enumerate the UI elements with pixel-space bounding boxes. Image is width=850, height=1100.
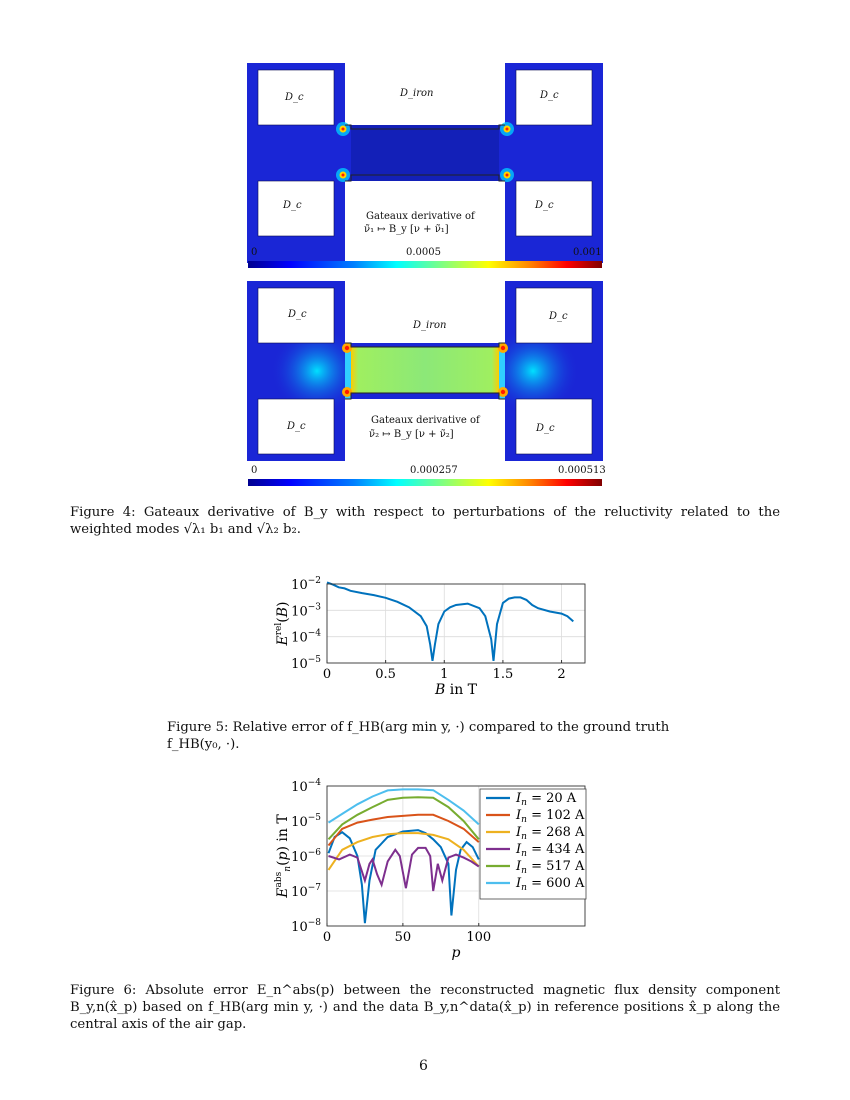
x-tick-label: 100 [466, 930, 492, 945]
gateaux-text-line1: Gateaux derivative of [366, 211, 475, 222]
y-tick-label: $10^{-8}$ [291, 918, 321, 935]
x-tick-label: 1 [440, 667, 449, 682]
colorbar-tick: 0 [251, 247, 258, 258]
series-line-0 [327, 582, 573, 661]
figure4-caption: Figure 4: Gateaux derivative of B_y with respect to perturbations of the reluctivity related to the weighted modes √λ₁ b₁ and √λ₂ b₂. [70, 505, 780, 537]
label-d-c: D_c [288, 309, 307, 320]
y-tick-label: $10^{-5}$ [291, 813, 321, 830]
legend [480, 789, 586, 899]
page-number: 6 [419, 1058, 428, 1074]
label-d-c: D_c [549, 311, 568, 322]
colorbar-tick: 0.001 [573, 247, 602, 258]
label-d-c: D_c [283, 200, 302, 211]
y-tick-label: $10^{-3}$ [291, 602, 321, 620]
x-tick-label: 50 [394, 930, 412, 945]
colorbar-1 [248, 261, 602, 268]
gateaux-text-line2: ν̃₁ ↦ B_y [ν + ν̃₁] [364, 224, 449, 235]
plot-frame [327, 584, 585, 663]
y-tick-label: $10^{-2}$ [291, 576, 321, 593]
grid [327, 584, 585, 663]
legend-label: $I_n = 20$ A [516, 791, 577, 808]
label-d-c: D_c [540, 90, 559, 101]
figure6-caption: Figure 6: Absolute error E_n^abs(p) between the reconstructed magnetic flux density component B_y,n(x̂_p) based on f_HB(arg min y, ·) and the data B_y,n^data(x̂_p) in reference positions x̂_p along the central axis of the air gap. [70, 983, 780, 1032]
x-tick-label: 1.5 [492, 667, 514, 682]
label-d-c: D_c [285, 92, 304, 103]
gateaux-text-line2: ν̃₂ ↦ B_y [ν + ν̃₂] [369, 429, 454, 440]
y-axis-label: $E^{rel}(B)$ [274, 601, 291, 646]
label-d-iron: D_iron [413, 320, 447, 331]
x-tick-label: 0 [322, 667, 332, 682]
x-tick-label: 0.5 [375, 667, 396, 682]
colorbar-tick: 0 [251, 465, 258, 476]
legend-label: $I_n = 268$ A [516, 825, 585, 842]
x-axis-label: B in T [434, 682, 478, 698]
figure6-chart [255, 770, 605, 965]
legend-label: $I_n = 102$ A [516, 808, 585, 825]
colorbar-tick: 0.000257 [410, 465, 458, 476]
colorbar-tick: 0.0005 [406, 247, 441, 258]
x-tick-label: 2 [557, 667, 566, 682]
label-d-c: D_c [536, 423, 555, 434]
label-d-iron: D_iron [400, 88, 434, 99]
legend-label: $I_n = 600$ A [516, 876, 585, 893]
colorbar-2 [248, 479, 602, 486]
figure5-caption: Figure 5: Relative error of f_HB(arg min y, ·) compared to the ground truth f_HB(y₀, ·). [167, 720, 670, 752]
y-tick-label: $10^{-6}$ [291, 848, 321, 865]
y-axis-label: $E^{abs}_n(p)$ in T [274, 814, 293, 898]
label-d-c: D_c [535, 200, 554, 211]
label-d-c: D_c [287, 421, 306, 432]
figure5-chart [250, 570, 610, 705]
legend-label: $I_n = 434$ A [516, 842, 585, 859]
x-tick-label: 0 [322, 930, 332, 945]
y-tick-label: $10^{-4}$ [291, 628, 321, 646]
colorbar-tick: 0.000513 [558, 465, 606, 476]
y-tick-label: $10^{-4}$ [291, 778, 321, 795]
legend-label: $I_n = 517$ A [516, 859, 585, 876]
gateaux-text-line1: Gateaux derivative of [371, 415, 480, 426]
x-axis-label: p [451, 945, 461, 961]
y-tick-label: $10^{-5}$ [291, 655, 321, 672]
y-tick-label: $10^{-7}$ [291, 883, 321, 900]
